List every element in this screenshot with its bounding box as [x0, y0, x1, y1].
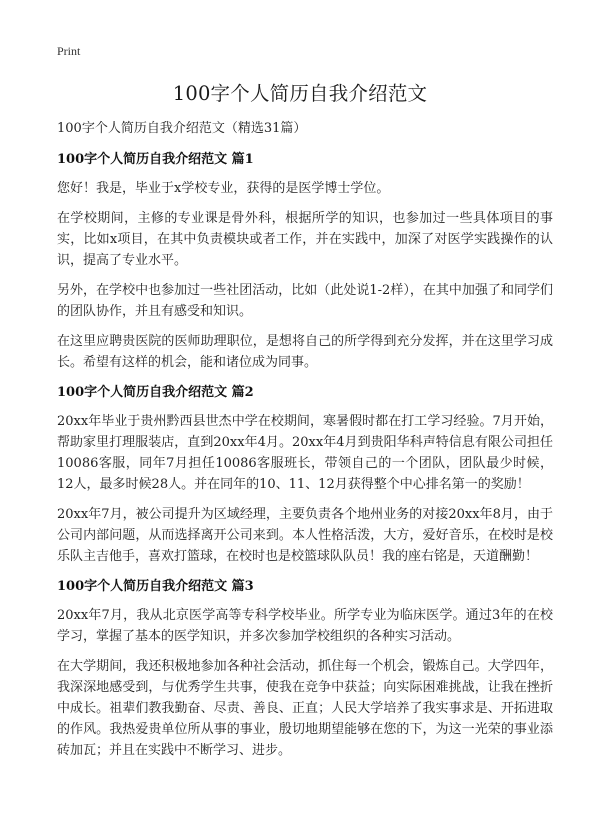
paragraph: 在这里应聘贵医院的医师助理职位，是想将自己的所学得到充分发挥，并在这里学习成长。希望有这样的机会，能和诸位成为同事。 [57, 334, 553, 370]
paragraph: 另外，在学校中也参加过一些社团活动，比如（此处说1-2样），在其中加强了和同学们的团队协作，并且有感受和知识。 [57, 283, 553, 319]
section-heading: 100字个人简历自我介绍范文 篇1 [57, 152, 254, 167]
section-3 [57, 577, 553, 761]
section-heading: 100字个人简历自我介绍范文 篇2 [57, 385, 254, 400]
paragraph: 在学校期间，主修的专业课是骨外科，根据所学的知识，也参加过一些具体项目的事实，比如x项目，在其中负责模块或者工作，并在实践中，加深了对医学实践操作的认识，提高了专业水平。 [57, 211, 553, 268]
article-body [57, 119, 553, 771]
paragraph: 20xx年7月，我从北京医学高等专科学校毕业。所学专业为临床医学。通过3年的在校学习，掌握了基本的医学知识，并多次参加学校组织的各种实习活动。 [57, 608, 553, 644]
paragraph: 20xx年毕业于贵州黔西县世杰中学在校期间，寒暑假时都在打工学习经验。7月开始，帮助家里打理服装店，直到20xx年4月。20xx年4月到贵阳华科声特信息有限公司担任10086客服，同年7月担任10086客服班长，带领自己的一个团队，团队最少时候，12人，最多时候28人。并在同年的10、11、12月获得整个中心排名第一的奖励！ [57, 414, 553, 492]
print-link[interactable]: Print [57, 44, 81, 58]
section-2 [57, 383, 553, 567]
article-subtitle: 100字个人简历自我介绍范文（精选31篇） [57, 121, 307, 136]
page-title: 100字个人简历自我介绍范文 [172, 82, 428, 105]
section-heading: 100字个人简历自我介绍范文 篇3 [57, 579, 254, 594]
section-1 [57, 150, 553, 373]
paragraph: 在大学期间，我还积极地参加各种社会活动，抓住每一个机会，锻炼自己。大学四年，我深深地感受到，与优秀学生共事，使我在竞争中获益；向实际困难挑战，让我在挫折中成长。祖辈们教我勤奋、尽责、善良、正直；人民大学培养了我实事求是、开拓进取的作风。我热爱贵单位所从事的事业，殷切地期望能够在您的下，为这一光荣的事业添砖加瓦；并且在实践中不断学习、进步。 [57, 659, 553, 758]
paragraph: 20xx年7月，被公司提升为区域经理，主要负责各个地州业务的对接20xx年8月，由于公司内部问题，从而选择离开公司来到。本人性格活泼，大方，爱好音乐，在校时是校乐队主吉他手，喜欢打篮球，在校时也是校篮球队队员！我的座右铭是，天道酬勤！ [57, 507, 553, 564]
paragraph: 您好！我是，毕业于x学校专业，获得的是医学博士学位。 [57, 181, 390, 196]
